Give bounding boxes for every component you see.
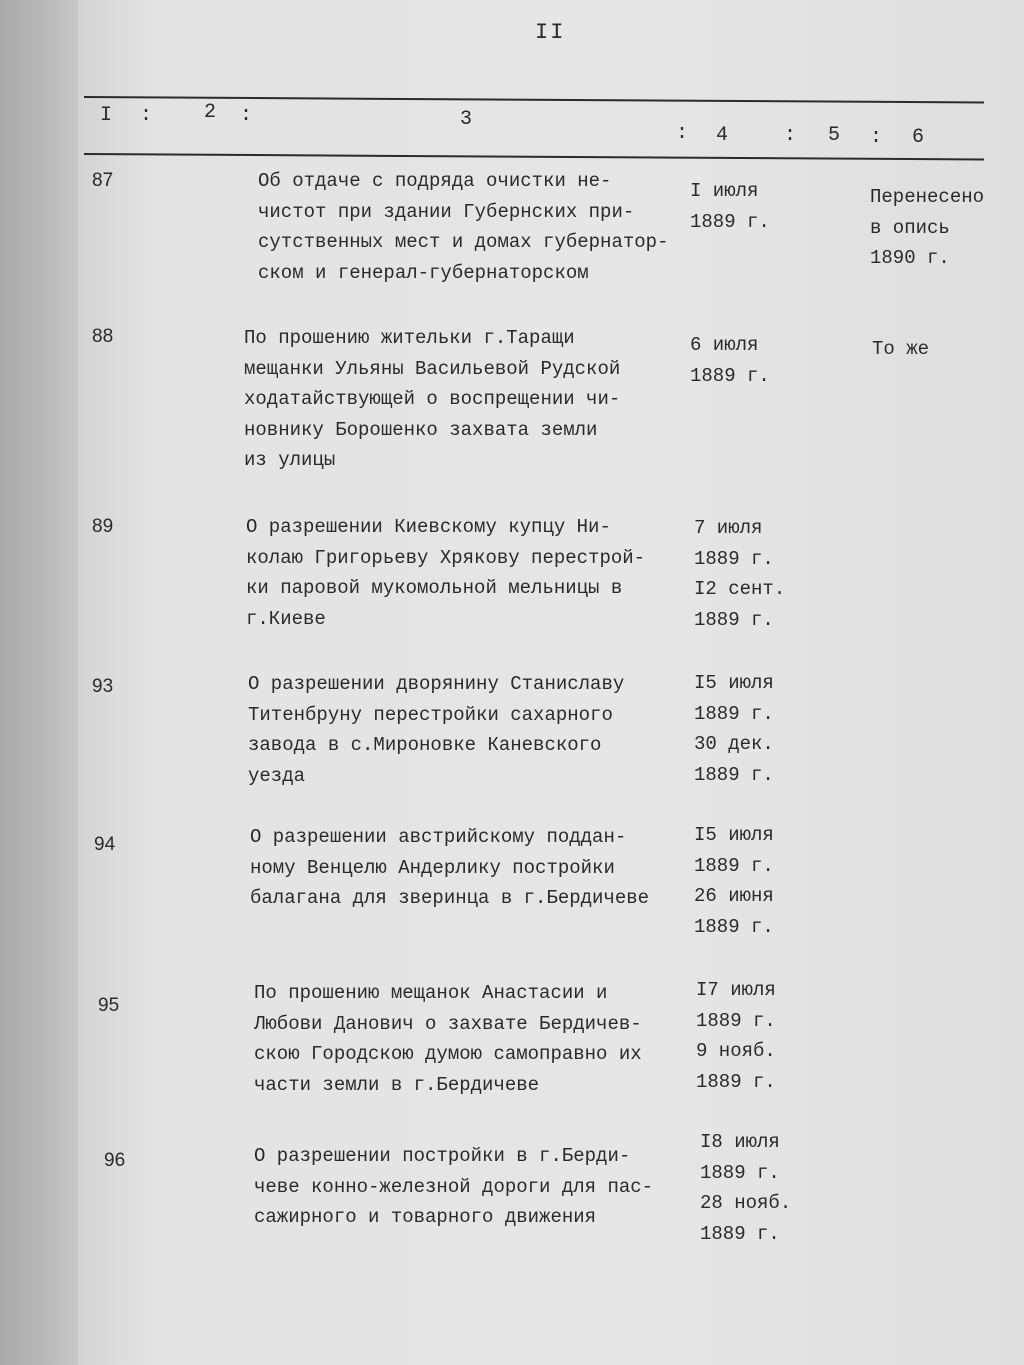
description-line: Об отдаче с подряда очистки не-	[258, 170, 612, 192]
date-line: 1889 г.	[694, 702, 774, 725]
note-line: Перенесено	[870, 186, 985, 208]
column-header-5: 5	[828, 124, 841, 147]
entry-description	[254, 1141, 653, 1233]
entry-description	[244, 323, 620, 476]
entry-description	[246, 512, 645, 634]
date-line: I7 июля	[696, 979, 776, 1001]
entry-description	[258, 166, 668, 288]
description-line: ходатайствующей о воспрещении чи-	[244, 388, 621, 410]
entry-number: 93	[92, 676, 114, 697]
date-line: 9 нояб.	[696, 1040, 776, 1062]
description-line: части земли в г.Бердичеве	[254, 1073, 540, 1096]
entry-dates	[694, 668, 774, 790]
description-line: новнику Борошенко захвата земли	[244, 418, 598, 441]
note-line: 1890 г.	[870, 247, 950, 269]
date-line: I2 сент.	[694, 578, 786, 600]
entry-number: 95	[98, 995, 120, 1016]
description-line: мещанки Ульяны Васильевой Рудской	[244, 357, 621, 380]
date-line: 1889 г.	[690, 210, 770, 233]
entry-number: 96	[104, 1150, 126, 1171]
entry-dates	[700, 1127, 791, 1249]
description-line: чеве конно-железной дороги для пас-	[254, 1175, 654, 1198]
description-line: ному Венцелю Андерлику постройки	[250, 856, 615, 879]
page-number: II	[535, 20, 566, 45]
date-line: 28 нояб.	[700, 1192, 792, 1214]
date-line: 6 июля	[690, 334, 759, 356]
entry-description	[250, 822, 649, 914]
date-line: I5 июля	[694, 672, 774, 694]
column-separator: :	[784, 124, 797, 147]
entry-dates	[694, 820, 774, 942]
column-header-2: 2	[204, 101, 217, 124]
column-separator: :	[240, 104, 253, 127]
entry-number: 87	[92, 170, 114, 191]
column-separator: :	[140, 104, 153, 127]
date-line: 7 июля	[694, 517, 763, 539]
description-line: г.Киеве	[246, 607, 326, 630]
column-header-I: I	[100, 104, 113, 127]
date-line: 1889 г.	[700, 1161, 780, 1184]
entry-note	[872, 334, 929, 365]
date-line: 1889 г.	[696, 1070, 776, 1093]
description-line: По прошению жительки г.Таращи	[244, 327, 575, 349]
page-edge	[0, 0, 78, 1365]
date-line: 1889 г.	[694, 547, 774, 570]
description-line: ском и генерал-губернаторском	[258, 261, 589, 284]
column-separator: :	[870, 126, 883, 149]
date-line: 26 июня	[694, 885, 774, 907]
date-line: I5 июля	[694, 824, 774, 846]
description-line: уезда	[248, 764, 306, 787]
date-line: 1889 г.	[694, 854, 774, 877]
entry-dates	[690, 330, 770, 391]
date-line: 1889 г.	[694, 608, 774, 631]
description-line: сажирного и товарного движения	[254, 1206, 597, 1228]
date-line: 1889 г.	[694, 763, 774, 786]
date-line: 30 дек.	[694, 733, 774, 755]
description-line: скою Городскою думою самоправно их	[254, 1043, 642, 1065]
entry-number: 88	[92, 326, 114, 347]
entry-number: 89	[92, 516, 114, 537]
column-header-6: 6	[912, 126, 925, 149]
description-line: колаю Григорьеву Хрякову перестрой-	[246, 546, 646, 569]
description-line: О разрешении австрийскому поддан-	[250, 826, 627, 848]
date-line: I8 июля	[700, 1131, 780, 1153]
note-line: То же	[872, 338, 930, 360]
entry-number: 94	[94, 834, 116, 855]
column-header-4: 4	[716, 124, 729, 147]
date-line: 1889 г.	[696, 1009, 776, 1032]
date-line: 1889 г.	[700, 1222, 780, 1245]
entry-dates	[696, 975, 776, 1097]
date-line: 1889 г.	[690, 364, 770, 387]
note-line: в опись	[870, 216, 950, 239]
column-header-3: 3	[460, 108, 473, 131]
description-line: О разрешении Киевскому купцу Ни-	[246, 516, 611, 538]
description-line: Любови Данович о захвате Бердичев-	[254, 1012, 642, 1035]
date-line: 1889 г.	[694, 915, 774, 938]
date-line: I июля	[690, 180, 759, 202]
entry-dates	[690, 176, 770, 237]
description-line: балагана для зверинца в г.Бердичеве	[250, 887, 650, 909]
description-line: О разрешении постройки в г.Берди-	[254, 1145, 631, 1167]
description-line: сутственных мест и домах губернатор-	[258, 231, 669, 253]
entry-description	[248, 669, 624, 791]
description-line: По прошению мещанок Анастасии и	[254, 982, 608, 1004]
description-line: из улицы	[244, 449, 336, 471]
entry-note	[870, 182, 984, 274]
column-separator: :	[676, 122, 689, 145]
description-line: Титенбруну перестройки сахарного	[248, 703, 613, 726]
description-line: ки паровой мукомольной мельницы в	[246, 577, 623, 599]
description-line: чистот при здании Губернских при-	[258, 200, 635, 223]
description-line: завода в с.Мироновке Каневского	[248, 734, 602, 756]
entry-description	[254, 978, 642, 1100]
description-line: О разрешении дворянину Станиславу	[248, 673, 625, 695]
entry-dates	[694, 513, 785, 635]
